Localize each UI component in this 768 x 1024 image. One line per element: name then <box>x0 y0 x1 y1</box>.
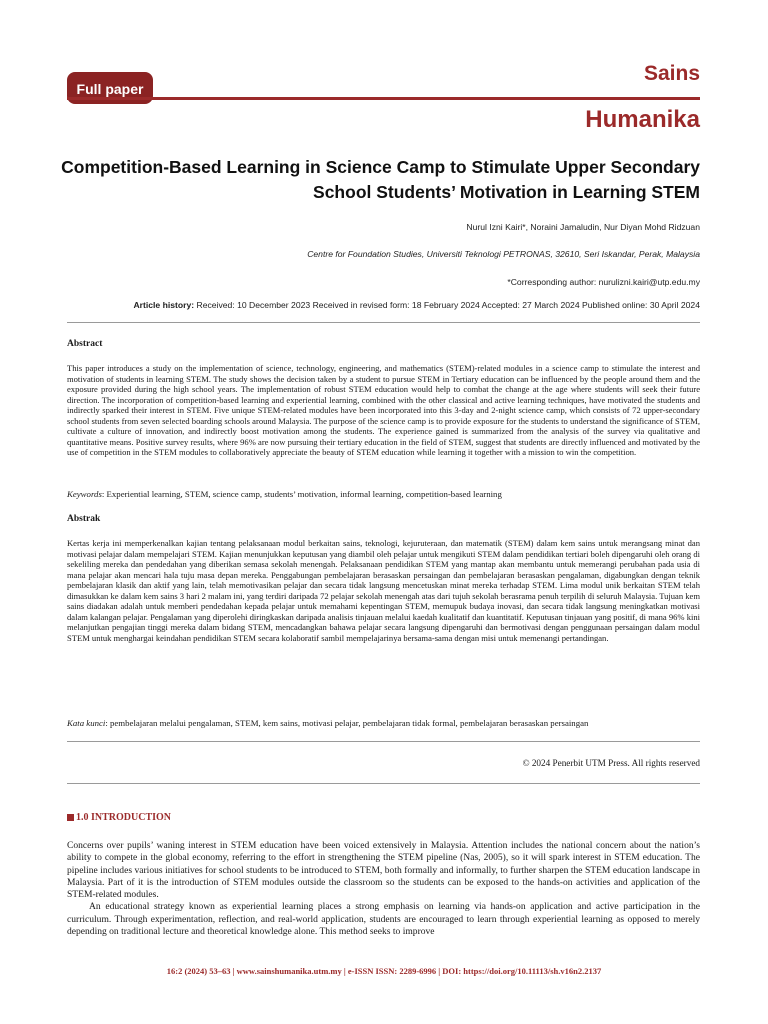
history-label: Article history: <box>133 300 195 310</box>
introduction-heading <box>67 812 171 823</box>
abstrak-heading: Abstrak <box>67 514 101 524</box>
paper-title: Competition-Based Learning in Science Camp to Stimulate Upper Secondary School Students’ Motivation in Learning STEM <box>61 157 700 202</box>
section-square-icon <box>67 814 74 821</box>
abstract-text: This paper introduces a study on the implementation of science, technology, engineering, and mathematics (STEM)-related modules in a science camp to stimulate the interest and motivation of students in learning STEM. The study shows the decision taken by a student to pursue STEM in Tertiary education can be influenced by the people around them and the exposure provided during the high school years. The implementation of robust STEM education would help to combat the change at the age where students will seek their future direction. The incorporation of competition-based learning and experiential learning, combined with the other classical and active learning techniques, have motivated the students and indirectly sparked their interest in STEM. Five unique STEM-related modules have been incorporated into this 3-day and 2-night science camp, which consists of 72 upper-secondary school students from seven selected boarding schools around Malaysia. The purpose of the science camp is to provide exposure for the students to understand the significance of STEM, cultivate a culture of innovation, and indirectly boost motivation among the students. The experience gained is summarized from the analysis of the survey via qualitative and quantitative means. Positive survey results, where 96% are now pursuing their tertiary education in the field of STEM, suggest that students are directly influenced and motivated by the use of competition in the STEM modules to collaboratively appreciate the beauty of STEM education while learning it together with a mission to win the competition. <box>67 363 700 458</box>
copyright: © 2024 Penerbit UTM Press. All rights reserved <box>522 758 700 768</box>
history-text: Received: 10 December 2023 Received in revised form: 18 February 2024 Accepted: 27 March 2024 Published online: 30 April 2024 <box>194 300 700 310</box>
divider <box>67 741 700 742</box>
page-footer: 16:2 (2024) 53–63 | www.sainshumanika.utm.my | e-ISSN ISSN: 2289-6996 | DOI: https://doi.org/10.11113/sh.v16n2.2137 <box>166 966 602 976</box>
corresponding-author: *Corresponding author: nurulizni.kairi@utp.edu.my <box>507 277 700 287</box>
divider <box>67 322 700 323</box>
kata-kunci <box>67 718 700 728</box>
affiliation: Centre for Foundation Studies, Universiti Teknologi PETRONAS, 32610, Seri Iskandar, Perak, Malaysia <box>307 249 700 259</box>
keywords <box>67 489 700 499</box>
introduction-heading-text: 1.0 INTRODUCTION <box>76 812 172 823</box>
kata-kunci-text: : pembelajaran melalui pengalaman, STEM, kem sains, motivasi pelajar, pembelajaran tidak formal, pembelajaran berasaskan persaingan <box>105 718 589 728</box>
journal-name-line1: Sains <box>643 62 700 85</box>
keywords-label: Keywords <box>67 489 102 499</box>
authors: Nurul Izni Kairi*, Noraini Jamaludin, Nur Diyan Mohd Ridzuan <box>466 222 700 232</box>
paragraph: Concerns over pupils’ waning interest in STEM education have been voiced extensively in Malaysia. Attention includes the national concern about the nation’s ability to compete in the global economy, referring to the effort in strengthening the STEM pipeline (Nas, 2005), so it will spark interest in STEM education. The pipeline includes various initiatives for school students to be introduced to STEM, both formally and informally, to further sharpen the STEM education landscape in Malaysia. Part of it is the introduction of STEM modules outside the classroom so the students can be exposed to the hands-on activities and application of the STEM-related modules. <box>67 840 700 901</box>
keywords-text: : Experiential learning, STEM, science camp, students’ motivation, informal learning, competition-based learning <box>101 489 502 499</box>
kata-kunci-label: Kata kunci <box>67 718 106 728</box>
article-history <box>133 300 700 310</box>
journal-name-line2: Humanika <box>585 106 700 133</box>
paragraph: An educational strategy known as experiential learning places a strong emphasis on learning via hands-on application and active participation in the curriculum. Through experimentation, reflection, and real-world application, students are encouraged to learn through experiential learning as opposed to merely depending on traditional lecture and theoretical knowledge alone. This method seeks to improve <box>67 901 700 938</box>
introduction-body <box>67 840 700 938</box>
abstract-heading: Abstract <box>67 339 103 349</box>
abstrak-text: Kertas kerja ini memperkenalkan kajian tentang pelaksanaan modul berkaitan sains, teknologi, kejuruteraan, dan matematik (STEM) dalam kem sains untuk merangsang minat dan motivasi pelajar dalam mempelajari STEM. Kajian menunjukkan keputusan yang diambil oleh pelajar untuk mengikuti STEM dalam pendidikan tertiari boleh dipengaruhi oleh orang di sekeliling mereka dan pendedahan yang diberikan semasa sekolah menengah. Pelaksanaan pendidikan STEM yang mantap akan membantu untuk memerangi perubahan pada usia di mana pelajar akan mencari hala tuju masa depan mereka. Penggabungan pembelajaran berasaskan persaingan dan pembelajaran berasaskan pengalaman, digabungkan dengan teknik pembelajaran klasik dan aktif yang lain, telah memotivasikan pelajar dan secara tidak langsung mencetuskan minat mereka terhadap STEM. Lima modul unik berkaitan STEM telah dimasukkan ke dalam kem sains 3 hari 2 malam ini, yang terdiri daripada 72 pelajar sekolah menengah atas dari tujuh sekolah berasrama penuh terpilih di seluruh Malaysia. Tujuan kem sains diadakan adalah untuk memberi pendedahan kepada pelajar untuk memahami kepentingan STEM, memupuk budaya inovasi, dan secara tidak langsung meningkatkan motivasi dalam kalangan pelajar. Pengalaman yang diperolehi diringkaskan daripada analisis tinjauan melalui kaedah kualitatif dan kuantitatif. Keputusan tinjauan yang positif, di mana 96% kini melanjutkan pengajian tinggi mereka dalam bidang STEM, mencadangkan bahawa pelajar secara langsung dipengaruhi dan bermotivasi dengan penggunaan persaingan dalam modul STEM untuk menghargai keindahan pendidikan STEM secara kolaboratif sambil mempelajarinya bersama-sama dengan misi untuk memenangi pertandingan. <box>67 538 700 643</box>
divider <box>67 783 700 784</box>
article-type-badge: Full paper <box>67 72 153 104</box>
header-rule <box>67 97 700 100</box>
